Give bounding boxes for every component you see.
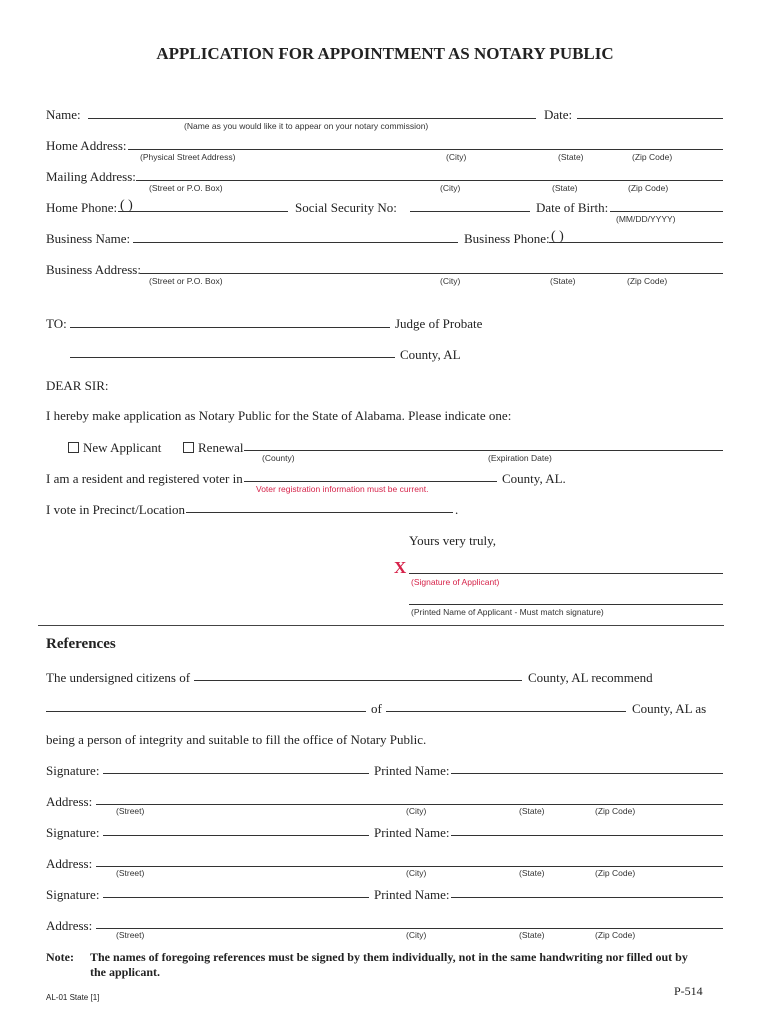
business-address-label: Business Address:: [46, 262, 141, 277]
home-phone-paren: ( ): [120, 198, 133, 213]
county-al-label: County, AL: [400, 347, 461, 362]
mailing-city-caption: (City): [440, 183, 461, 193]
ref3-printed-name-label: Printed Name:: [374, 887, 450, 902]
precinct-period: .: [455, 502, 459, 517]
ref3-address-field[interactable]: [96, 928, 723, 929]
ssn-label: Social Security No:: [295, 200, 397, 215]
ref2-printed-name-label: Printed Name:: [374, 825, 450, 840]
ref3-signature-field[interactable]: [103, 897, 369, 898]
precinct-field[interactable]: [186, 512, 453, 513]
ref-line1-prefix: The undersigned citizens of: [46, 670, 191, 685]
ref2-state-caption: (State): [519, 868, 545, 878]
ref1-street-caption: (Street): [116, 806, 145, 816]
renewal-county-caption: (County): [262, 453, 295, 463]
ssn-field[interactable]: [410, 211, 530, 212]
mailing-state-caption: (State): [552, 183, 578, 193]
business-phone-field[interactable]: [549, 242, 723, 243]
dob-caption: (MM/DD/YYYY): [616, 214, 676, 224]
business-zip-caption: (Zip Code): [627, 276, 668, 286]
ref2-street-caption: (Street): [116, 868, 145, 878]
business-city-caption: (City): [440, 276, 461, 286]
printed-name-field[interactable]: [409, 604, 723, 605]
applicant-signature-field[interactable]: [409, 573, 723, 574]
application-statement: I hereby make application as Notary Public for the State of Alabama. Please indicate one:: [46, 408, 512, 423]
renewal-field[interactable]: [244, 450, 723, 451]
new-applicant-checkbox[interactable]: [68, 442, 79, 453]
form-id: AL-01 State [1]: [46, 993, 100, 1002]
section-divider: [38, 625, 724, 626]
new-applicant-label: New Applicant: [83, 440, 162, 455]
ref3-printed-name-field[interactable]: [451, 897, 723, 898]
ref1-printed-name-label: Printed Name:: [374, 763, 450, 778]
signature-caption: (Signature of Applicant): [411, 577, 500, 587]
ref3-state-caption: (State): [519, 930, 545, 940]
note-text-line2: the applicant.: [90, 965, 161, 979]
ref1-printed-name-field[interactable]: [451, 773, 723, 774]
renewal-checkbox[interactable]: [183, 442, 194, 453]
signature-mark: X: [394, 558, 407, 577]
business-name-label: Business Name:: [46, 231, 131, 246]
judge-label: Judge of Probate: [395, 316, 483, 331]
ref3-city-caption: (City): [406, 930, 427, 940]
date-field[interactable]: [577, 118, 723, 119]
ref3-street-caption: (Street): [116, 930, 145, 940]
ref2-city-caption: (City): [406, 868, 427, 878]
references-heading: References: [46, 636, 116, 652]
voter-note: Voter registration information must be current.: [256, 484, 429, 494]
ref-applicant-field[interactable]: [46, 711, 366, 712]
business-name-field[interactable]: [133, 242, 458, 243]
new-applicant-option[interactable]: [68, 440, 161, 456]
name-label: Name:: [46, 107, 81, 122]
dob-label: Date of Birth:: [536, 200, 609, 215]
ref-line2-suffix: County, AL as: [632, 701, 707, 716]
ref1-zip-caption: (Zip Code): [595, 806, 636, 816]
home-state-caption: (State): [558, 152, 584, 162]
resident-county-field[interactable]: [244, 481, 497, 482]
business-state-caption: (State): [550, 276, 576, 286]
home-phone-field[interactable]: [118, 211, 288, 212]
ref1-signature-field[interactable]: [103, 773, 369, 774]
to-label: TO:: [46, 316, 67, 331]
name-field[interactable]: [88, 118, 536, 119]
ref1-address-label: Address:: [46, 794, 93, 809]
ref1-city-caption: (City): [406, 806, 427, 816]
mailing-address-label: Mailing Address:: [46, 169, 136, 184]
ref3-zip-caption: (Zip Code): [595, 930, 636, 940]
page-code: P-514: [674, 984, 703, 998]
ref1-signature-label: Signature:: [46, 763, 100, 778]
ref-line2-of: of: [371, 701, 382, 716]
ref-county2-field[interactable]: [386, 711, 626, 712]
mailing-street-caption: (Street or P.O. Box): [149, 183, 223, 193]
printed-name-caption: (Printed Name of Applicant - Must match signature): [411, 607, 604, 617]
note-label: Note:: [46, 950, 74, 964]
mailing-zip-caption: (Zip Code): [628, 183, 669, 193]
mailing-address-field[interactable]: [136, 180, 723, 181]
ref2-address-field[interactable]: [96, 866, 723, 867]
resident-label: I am a resident and registered voter in: [46, 471, 243, 486]
name-caption: (Name as you would like it to appear on your notary commission): [184, 121, 429, 131]
dob-field[interactable]: [610, 211, 723, 212]
renewal-expiration-caption: (Expiration Date): [488, 453, 552, 463]
page-title: APPLICATION FOR APPOINTMENT AS NOTARY PUBLIC: [156, 44, 614, 63]
ref1-address-field[interactable]: [96, 804, 723, 805]
business-phone-paren: ( ): [551, 229, 564, 244]
home-address-label: Home Address:: [46, 138, 127, 153]
home-street-caption: (Physical Street Address): [140, 152, 236, 162]
ref2-address-label: Address:: [46, 856, 93, 871]
ref3-signature-label: Signature:: [46, 887, 100, 902]
ref2-zip-caption: (Zip Code): [595, 868, 636, 878]
business-phone-label: Business Phone:: [464, 231, 550, 246]
county-field[interactable]: [70, 357, 395, 358]
judge-field[interactable]: [70, 327, 390, 328]
home-address-field[interactable]: [128, 149, 723, 150]
salutation: DEAR SIR:: [46, 378, 109, 393]
date-label: Date:: [544, 107, 573, 122]
home-phone-label: Home Phone:: [46, 200, 118, 215]
renewal-label: Renewal: [198, 440, 244, 455]
ref1-state-caption: (State): [519, 806, 545, 816]
ref-line3: being a person of integrity and suitable to fill the office of Notary Public.: [46, 732, 427, 747]
business-address-field[interactable]: [140, 273, 723, 274]
home-city-caption: (City): [446, 152, 467, 162]
home-zip-caption: (Zip Code): [632, 152, 673, 162]
ref-line1-suffix: County, AL recommend: [528, 670, 653, 685]
closing: Yours very truly,: [409, 533, 497, 548]
ref2-signature-field[interactable]: [103, 835, 369, 836]
ref-county1-field[interactable]: [194, 680, 522, 681]
resident-suffix: County, AL.: [502, 471, 566, 486]
ref2-printed-name-field[interactable]: [451, 835, 723, 836]
renewal-option[interactable]: [183, 440, 243, 456]
business-street-caption: (Street or P.O. Box): [149, 276, 223, 286]
ref2-signature-label: Signature:: [46, 825, 100, 840]
ref3-address-label: Address:: [46, 918, 93, 933]
note-text-line1: The names of foregoing references must be signed by them individually, not in the same handwriting nor filled out by: [90, 950, 688, 964]
precinct-label: I vote in Precinct/Location: [46, 502, 185, 517]
